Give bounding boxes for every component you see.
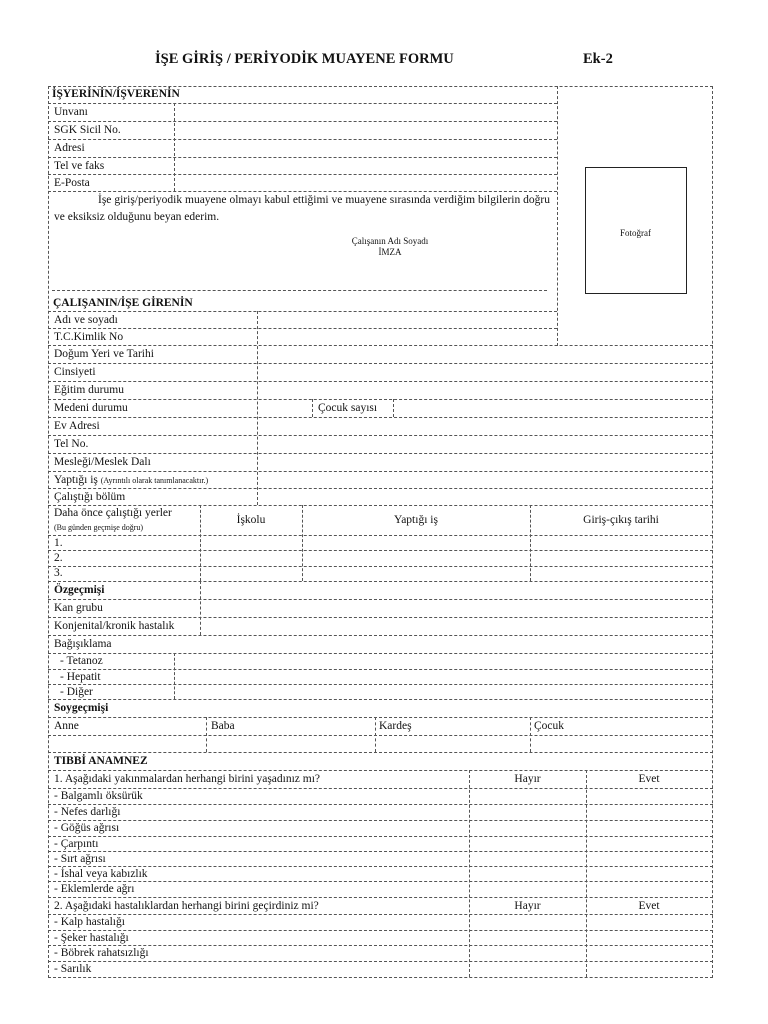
disease-kidney: - Böbrek rahatsızlığı <box>54 947 149 959</box>
employee-field-tc: T.C.Kimlik No <box>54 331 124 343</box>
signature-label: İMZA <box>378 247 402 257</box>
previous-col-job: Yaptığı iş <box>394 514 438 526</box>
complaint-cough: - Balgamlı öksürük <box>54 790 143 802</box>
complaint-palpitation: - Çarpıntı <box>54 838 99 850</box>
family-sibling: Kardeş <box>379 720 412 732</box>
employee-field-marital: Medeni durumu <box>54 402 128 414</box>
vaccine-tetanus: - Tetanoz <box>60 655 103 667</box>
disease-heart: - Kalp hastalığı <box>54 916 125 928</box>
complaint-bowel: - İshal veya kabızlık <box>54 868 148 880</box>
child-count-label: Çocuk sayısı <box>318 402 378 414</box>
family-father: Baba <box>211 720 235 732</box>
family-child: Çocuk <box>534 720 565 732</box>
employer-field-sgk: SGK Sicil No. <box>54 124 121 136</box>
annex-label: Ek-2 <box>583 51 613 67</box>
employer-heading: İŞYERİNİN/İŞVERENİN <box>52 88 180 100</box>
previous-row-1: 1. <box>54 537 63 549</box>
employee-field-name: Adı ve soyadı <box>54 314 118 326</box>
declaration-text: İşe giriş/periyodik muayene olmayı kabul ettiğimi ve muayene sırasında verdiğim bilgilerin doğru ve eksiksiz olduğunu beyan ederim. <box>54 194 550 223</box>
signature-name: Çalışanın Adı Soyadı <box>351 236 429 246</box>
q1-yes-header: Evet <box>638 773 660 785</box>
employee-field-tel: Tel No. <box>54 438 89 450</box>
employer-field-phone: Tel ve faks <box>54 160 105 172</box>
previous-row-2: 2. <box>54 552 63 564</box>
vaccination-label: Bağışıklama <box>54 638 112 650</box>
employer-field-address: Adresi <box>54 142 85 154</box>
complaint-back-pain: - Sırt ağrısı <box>54 853 106 865</box>
employee-field-birth: Doğum Yeri ve Tarihi <box>54 348 154 360</box>
question-2: 2. Aşağıdaki hastalıklardan herhangi birini geçirdiniz mi? <box>54 900 319 912</box>
employee-field-profession: Mesleği/Meslek Dalı <box>54 456 151 468</box>
family-heading: Soygeçmişi <box>54 702 109 714</box>
previous-row-3: 3. <box>54 567 63 579</box>
family-mother: Anne <box>54 720 79 732</box>
employee-field-job: Yaptığı iş (Ayrıntılı olarak tanımlanacaktır.) <box>54 474 209 486</box>
employer-field-title: Unvanı <box>54 106 88 118</box>
congenital-label: Konjenital/kronik hastalık <box>54 620 175 632</box>
disease-diabetes: - Şeker hastalığı <box>54 932 129 944</box>
employee-field-education: Eğitim durumu <box>54 384 124 396</box>
previous-col-sector: İşkolu <box>236 514 266 526</box>
complaint-dyspnea: - Nefes darlığı <box>54 806 121 818</box>
q2-no-header: Hayır <box>514 900 541 912</box>
employee-heading: ÇALIŞANIN/İŞE GİRENİN <box>53 297 193 309</box>
question-1: 1. Aşağıdaki yakınmalardan herhangi birini yaşadınız mı? <box>54 773 321 785</box>
blood-group-label: Kan grubu <box>54 602 103 614</box>
previous-note: (Bu günden geçmişe doğru) <box>54 523 144 532</box>
employee-field-gender: Cinsiyeti <box>54 366 96 378</box>
previous-title: Daha önce çalıştığı yerler <box>54 507 172 519</box>
vaccine-hepatitis: - Hepatit <box>60 671 101 683</box>
history-heading: Özgeçmişi <box>54 584 105 596</box>
vaccine-other: - Diğer <box>60 686 93 698</box>
previous-col-dates: Giriş-çıkış tarihi <box>583 514 659 526</box>
employer-field-email: E-Posta <box>54 177 90 189</box>
complaint-joint-pain: - Eklemlerde ağrı <box>54 883 135 895</box>
complaint-chest-pain: - Göğüs ağrısı <box>54 822 120 834</box>
photo-label: Fotoğraf <box>620 228 651 238</box>
q1-no-header: Hayır <box>514 773 541 785</box>
anamnesis-heading: TIBBİ ANAMNEZ <box>54 755 148 767</box>
disease-jaundice: - Sarılık <box>54 963 92 975</box>
job-note: (Ayrıntılı olarak tanımlanacaktır.) <box>100 476 209 485</box>
employee-field-department: Çalıştığı bölüm <box>54 491 126 503</box>
q2-yes-header: Evet <box>638 900 660 912</box>
page-title: İŞE GİRİŞ / PERİYODİK MUAYENE FORMU <box>155 51 454 67</box>
employee-field-home-address: Ev Adresi <box>54 420 100 432</box>
